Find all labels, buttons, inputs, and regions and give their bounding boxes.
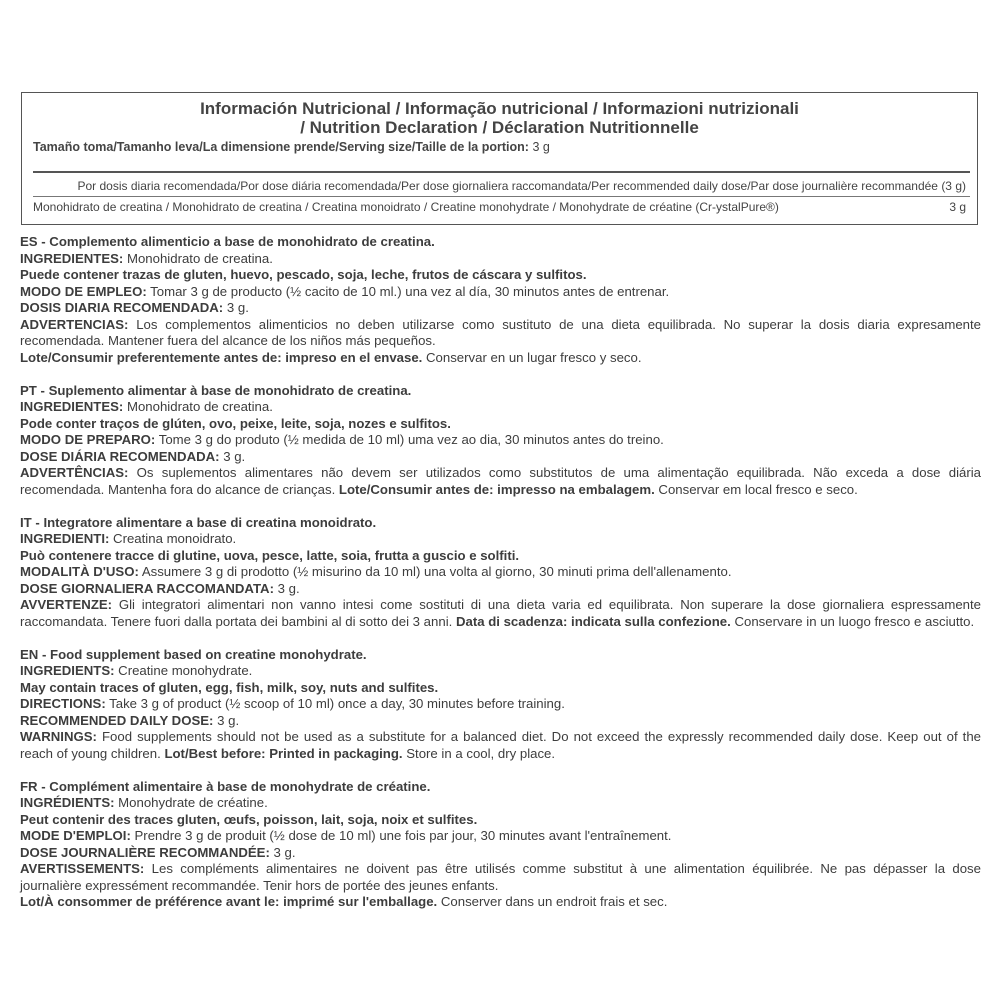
- usage-text: Assumere 3 g di prodotto (½ misurino da 10 ml) una volta al giorno, 30 minuti prima dell'allenamento.: [138, 564, 732, 579]
- warnings-text: Os suplementos alimentares não devem ser utilizados como substitutos de uma alimentação equilibrada. Não exceda a dose diária: [128, 465, 981, 480]
- warnings-text: Los complementos alimenticios no deben utilizarse como sustituto de una dieta equilibrada. No superar la dosis diaria expresamente: [128, 316, 981, 332]
- ingredients-text: Monohydrate de créatine.: [114, 795, 268, 810]
- lot-label: Lot/Best before: Printed in packaging.: [164, 745, 403, 761]
- dose-line: [20, 581, 981, 598]
- ingredients-label: INGREDIENTES:: [20, 399, 124, 414]
- section-pt: [20, 383, 981, 499]
- dose-line: [20, 300, 981, 317]
- ingredients-text: Monohidrato de creatina.: [123, 399, 273, 414]
- warnings-label: AVERTISSEMENTS:: [20, 861, 145, 876]
- warnings-label: AVVERTENZE:: [20, 597, 113, 612]
- warnings-label: ADVERTÊNCIAS:: [20, 465, 129, 480]
- usage-line: [20, 828, 981, 845]
- section-title: PT - Suplemento alimentar à base de monohidrato de creatina.: [20, 382, 412, 398]
- lot-label: Lot/À consommer de préférence avant le: imprimé sur l'emballage.: [20, 894, 438, 909]
- usage-line: [20, 696, 981, 713]
- language-sections: [20, 234, 981, 927]
- section-title: ES - Complemento alimenticio a base de monohidrato de creatina.: [20, 234, 435, 249]
- warnings-line-2: [20, 746, 981, 763]
- dose-text: 3 g.: [223, 300, 249, 315]
- table-divider-thick: [33, 171, 970, 173]
- ingredients-label: INGREDIENTES:: [20, 250, 124, 266]
- nutrition-table: [21, 92, 978, 225]
- section-fr: [20, 779, 981, 911]
- usage-line: [20, 284, 981, 301]
- warnings-line: [20, 861, 981, 878]
- traces-line: Peut contenir des traces gluten, œufs, poisson, lait, soja, noix et sulfites.: [20, 811, 478, 827]
- serving-size-value: 3 g: [532, 140, 550, 154]
- warnings-label: WARNINGS:: [20, 729, 97, 744]
- dose-line: [20, 845, 981, 862]
- ingredients-text: Creatina monoidrato.: [109, 531, 237, 546]
- dose-label: DOSE DIÁRIA RECOMENDADA:: [20, 448, 220, 464]
- warnings-text: Les compléments alimentaires ne doivent pas être utilisés comme substitut à une alimentation équilibrée. Ne pas dépasser la dose: [144, 861, 981, 876]
- nutrition-title-line1: Información Nutricional / Informação nutricional / Informazioni nutrizionali: [200, 99, 799, 118]
- traces-line: Pode conter traços de glúten, ovo, peixe, leite, soja, nozes e sulfitos.: [20, 415, 451, 431]
- dose-label: RECOMMENDED DAILY DOSE:: [20, 712, 214, 728]
- dose-text: 3 g.: [273, 580, 300, 596]
- warnings-text-2: recomendada. Mantenha fora do alcance de crianças.: [20, 481, 336, 497]
- storage-text: Conserver dans un endroit frais et sec.: [437, 894, 668, 909]
- traces-line: Può contenere tracce di glutine, uova, pesce, latte, soia, frutta a guscio e solfiti.: [20, 547, 520, 563]
- warnings-line-2: [20, 614, 981, 631]
- warnings-line: [20, 317, 981, 334]
- nutrition-title: [22, 99, 977, 137]
- ingredients-text: Monohidrato de creatina.: [123, 250, 273, 266]
- warnings-line: [20, 465, 981, 482]
- warnings-text: Gli integratori alimentari non vanno intesi come sostituti di una dieta varia ed equilibrata. Non superare la dose giornaliera espressamente: [112, 597, 981, 612]
- warnings-text-2: raccomandata. Tenere fuori dalla portata dei bambini al di sotto dei 3 anni.: [20, 613, 453, 629]
- dose-label: DOSE GIORNALIERA RACCOMANDATA:: [20, 580, 274, 596]
- usage-text: Prendre 3 g de produit (½ dose de 10 ml) une fois par jour, 30 minutes avant l'entraînement.: [130, 828, 672, 843]
- usage-line: [20, 564, 981, 581]
- storage-text: Conservare in un luogo fresco e asciutto.: [730, 613, 975, 629]
- dose-text: 3 g.: [269, 844, 296, 860]
- lot-label: Data di scadenza: indicata sulla confezione.: [455, 613, 731, 629]
- ingredients-line: [20, 251, 981, 268]
- warnings-line-2: [20, 482, 981, 499]
- nutrition-row-name: Monohidrato de creatina / Monohidrato de creatina / Creatina monoidrato / Creatine monohydrate / Monohydrate de créatine (Cr-ystalPure®): [33, 200, 779, 214]
- section-it: [20, 515, 981, 631]
- usage-label: DIRECTIONS:: [20, 696, 106, 711]
- dose-line: [20, 713, 981, 730]
- ingredients-line: [20, 531, 981, 548]
- section-title: EN - Food supplement based on creatine monohydrate.: [20, 646, 367, 662]
- ingredients-line: [20, 795, 981, 812]
- serving-size: [33, 140, 977, 154]
- traces-line: Puede contener trazas de gluten, huevo, pescado, soja, leche, frutos de cáscara y sulfitos.: [20, 267, 587, 282]
- usage-text: Tome 3 g do produto (½ medida de 10 ml) uma vez ao dia, 30 minutos antes do treino.: [155, 432, 664, 447]
- usage-label: MODO DE EMPLEO:: [20, 283, 147, 299]
- ingredients-label: INGREDIENTS:: [20, 663, 115, 678]
- dose-line: [20, 449, 981, 466]
- warnings-text: Food supplements should not be used as a substitute for a balanced diet. Do not exceed the expressly recommended daily dose. Keep out of the: [96, 729, 981, 744]
- usage-label: MODALITÀ D'USO:: [20, 564, 139, 579]
- nutrition-row-value: 3 g: [949, 200, 966, 214]
- usage-line: [20, 432, 981, 449]
- lot-label: Lote/Consumir preferentemente antes de: impreso en el envase.: [20, 349, 423, 365]
- usage-text: Take 3 g of product (½ scoop of 10 ml) once a day, 30 minutes before training.: [105, 696, 565, 711]
- dose-column-header: Por dosis diaria recomendada/Por dose diária recomendada/Per dose giornaliera raccomandata/Per recommended daily dose/Par dose journalière recommandée (3 g): [77, 179, 966, 193]
- warnings-label: ADVERTENCIAS:: [20, 316, 129, 332]
- warnings-text-2: reach of young children.: [20, 745, 161, 761]
- nutrition-title-line2: / Nutrition Declaration / Déclaration Nutritionnelle: [300, 118, 699, 137]
- ingredients-line: [20, 399, 981, 416]
- warnings-line-2: recomendada. Mantener fuera del alcance de los niños más pequeños.: [20, 333, 436, 348]
- dose-text: 3 g.: [219, 448, 246, 464]
- ingredients-text: Creatine monohydrate.: [114, 663, 253, 678]
- ingredients-label: INGRÉDIENTS:: [20, 795, 115, 810]
- usage-text: Tomar 3 g de producto (½ cacito de 10 ml.) una vez al día, 30 minutos antes de entrenar.: [146, 283, 670, 299]
- traces-line: May contain traces of gluten, egg, fish, milk, soy, nuts and sulfites.: [20, 679, 439, 695]
- dose-label: DOSIS DIARIA RECOMENDADA:: [20, 300, 224, 315]
- section-es: [20, 234, 981, 366]
- warnings-line: [20, 729, 981, 746]
- section-title: FR - Complément alimentaire à base de monohydrate de créatine.: [20, 778, 431, 794]
- section-en: [20, 647, 981, 763]
- lot-line: [20, 350, 981, 367]
- warnings-line-2: journalière expressément recommandée. Tenir hors de portée des jeunes enfants.: [20, 877, 499, 893]
- lot-line: [20, 894, 981, 911]
- dose-text: 3 g.: [213, 712, 240, 728]
- lot-label: Lote/Consumir antes de: impresso na embalagem.: [338, 481, 655, 497]
- usage-label: MODO DE PREPARO:: [20, 432, 156, 447]
- ingredients-line: [20, 663, 981, 680]
- storage-text: Conservar en un lugar fresco y seco.: [422, 349, 642, 365]
- usage-label: MODE D'EMPLOI:: [20, 828, 131, 843]
- nutrition-row: [33, 200, 970, 214]
- dose-label: DOSE JOURNALIÈRE RECOMMANDÉE:: [20, 844, 270, 860]
- storage-text: Conservar em local fresco e seco.: [654, 481, 858, 497]
- table-divider-thin: [33, 196, 970, 197]
- storage-text: Store in a cool, dry place.: [402, 745, 556, 761]
- serving-size-label: Tamaño toma/Tamanho leva/La dimensione prende/Serving size/Taille de la portion:: [33, 140, 529, 154]
- ingredients-label: INGREDIENTI:: [20, 531, 110, 546]
- warnings-line: [20, 597, 981, 614]
- section-title: IT - Integratore alimentare a base di creatina monoidrato.: [20, 514, 377, 530]
